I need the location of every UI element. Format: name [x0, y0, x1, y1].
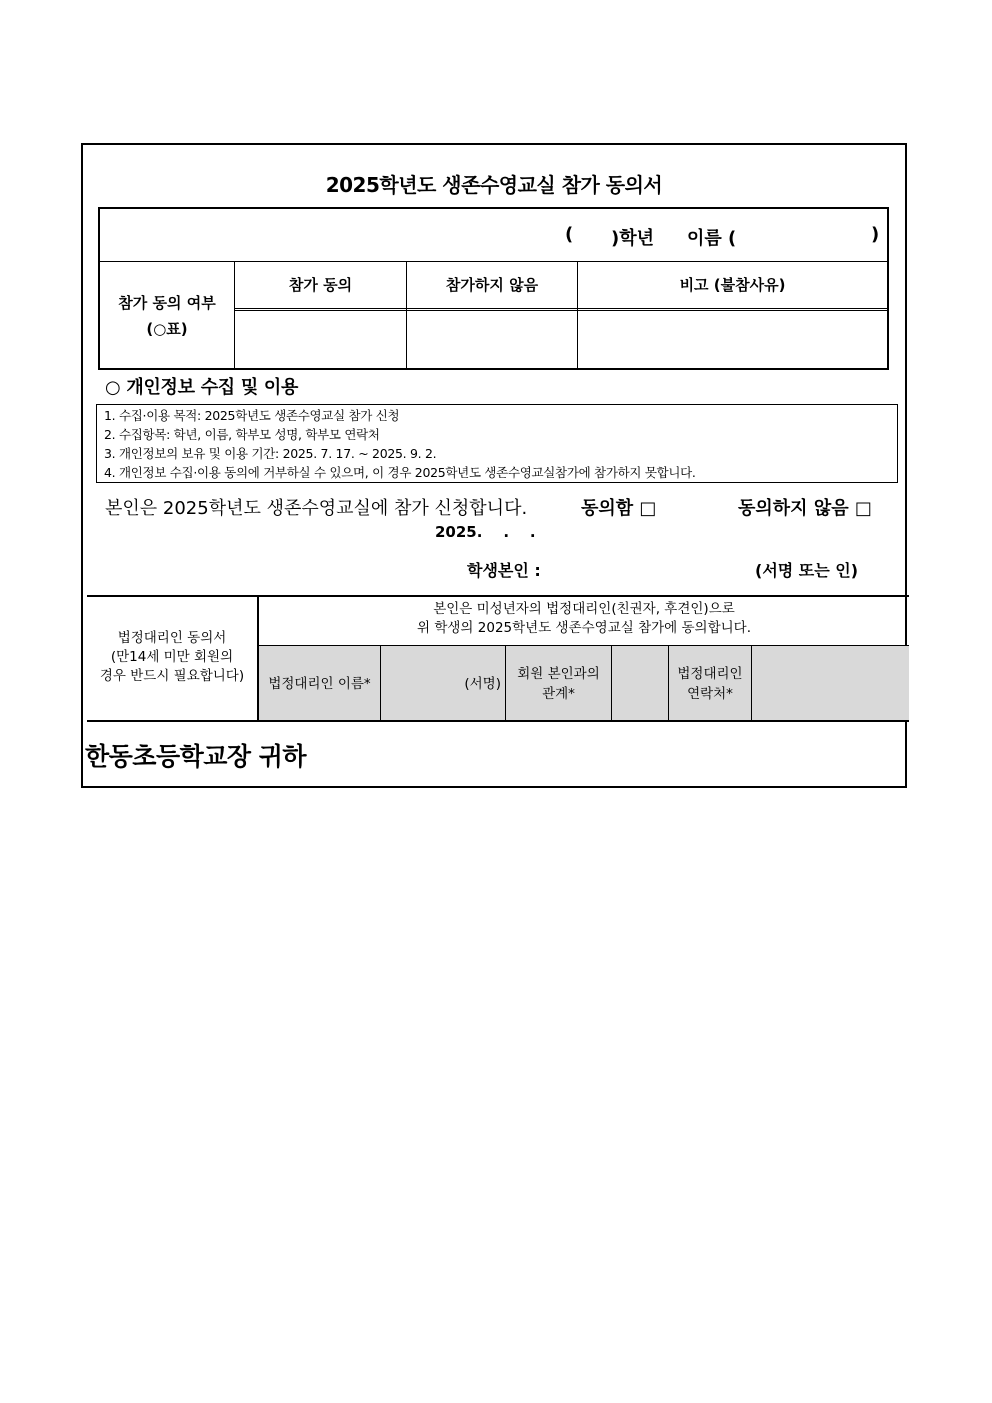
col-decline[interactable] [407, 262, 578, 368]
privacy-item: 2. 수집항목: 학년, 이름, 학부모 성명, 학부모 연락처 [104, 427, 380, 442]
guardian-statement-line: 위 학생의 2025학년도 생존수영교실 참가에 동의합니다. [417, 620, 751, 636]
col-agree-header: 참가 동의 [235, 262, 406, 311]
guardian-contact-label-cell [669, 646, 752, 720]
guardian-statement [259, 597, 909, 646]
name-label[interactable]: 이름 ( [687, 228, 737, 249]
guardian-label-line: (만14세 미만 회원의 [110, 649, 234, 665]
participation-label [100, 262, 235, 368]
guardian-section [87, 595, 909, 722]
guardian-relation-line: 회원 본인과의 [517, 666, 600, 682]
guardian-contact-line: 법정대리인 [677, 666, 743, 682]
col-remarks-header: 비고 (불참사유) [578, 262, 887, 311]
privacy-item: 4. 개인정보 수집·이용 동의에 거부하실 수 있으며, 이 경우 2025학년도 생존수영교실참가에 참가하지 못합니다. [104, 465, 696, 480]
agree-checkbox[interactable]: 동의함 □ [581, 498, 657, 519]
col-decline-header: 참가하지 않음 [407, 262, 577, 311]
name-close: ) [871, 224, 880, 245]
privacy-item: 3. 개인정보의 보유 및 이용 기간: 2025. 7. 17. ~ 2025. 9. 2. [104, 446, 437, 461]
guardian-contact-input[interactable] [752, 646, 909, 720]
participation-label-line2: (○표) [146, 320, 188, 338]
privacy-box [96, 404, 898, 483]
grade-open: ( [565, 224, 574, 245]
grade-label[interactable]: )학년 [611, 228, 655, 249]
date-field[interactable]: 2025. . . [435, 523, 536, 541]
col-agree[interactable] [235, 262, 407, 368]
consent-form [81, 143, 907, 788]
participation-label-line1: 참가 동의 여부 [118, 294, 216, 312]
grade-name-row [100, 209, 887, 262]
guardian-name-label-cell [259, 646, 381, 720]
guardian-relation-label-cell [506, 646, 612, 720]
sign-label[interactable]: (서명 또는 인) [755, 561, 859, 580]
guardian-name-label: 법정대리인 이름* [268, 676, 371, 692]
student-participation-block [98, 207, 889, 370]
guardian-label-line: 경우 반드시 필요합니다) [99, 668, 245, 684]
application-statement: 본인은 2025학년도 생존수영교실에 참가 신청합니다. [105, 498, 528, 519]
student-signature-label: 학생본인 : [467, 561, 541, 580]
footer-addressee: 한동초등학교장 귀하 [85, 742, 307, 771]
guardian-sign-cell[interactable] [381, 646, 506, 720]
guardian-relation-line: 관계* [542, 686, 575, 702]
privacy-title: ○ 개인정보 수집 및 이용 [105, 377, 299, 398]
guardian-label [87, 597, 259, 720]
form-title: 2025학년도 생존수영교실 참가 동의서 [325, 173, 663, 197]
guardian-label-line: 법정대리인 동의서 [117, 630, 227, 646]
guardian-statement-line: 본인은 미성년자의 법정대리인(친권자, 후견인)으로 [433, 601, 735, 617]
guardian-contact-line: 연락처* [687, 686, 733, 702]
privacy-item: 1. 수집·이용 목적: 2025학년도 생존수영교실 참가 신청 [104, 408, 400, 423]
disagree-checkbox[interactable]: 동의하지 않음 □ [738, 498, 872, 519]
col-remarks[interactable] [578, 262, 887, 368]
guardian-relation-input[interactable] [612, 646, 669, 720]
guardian-sign-label: (서명) [464, 676, 501, 692]
